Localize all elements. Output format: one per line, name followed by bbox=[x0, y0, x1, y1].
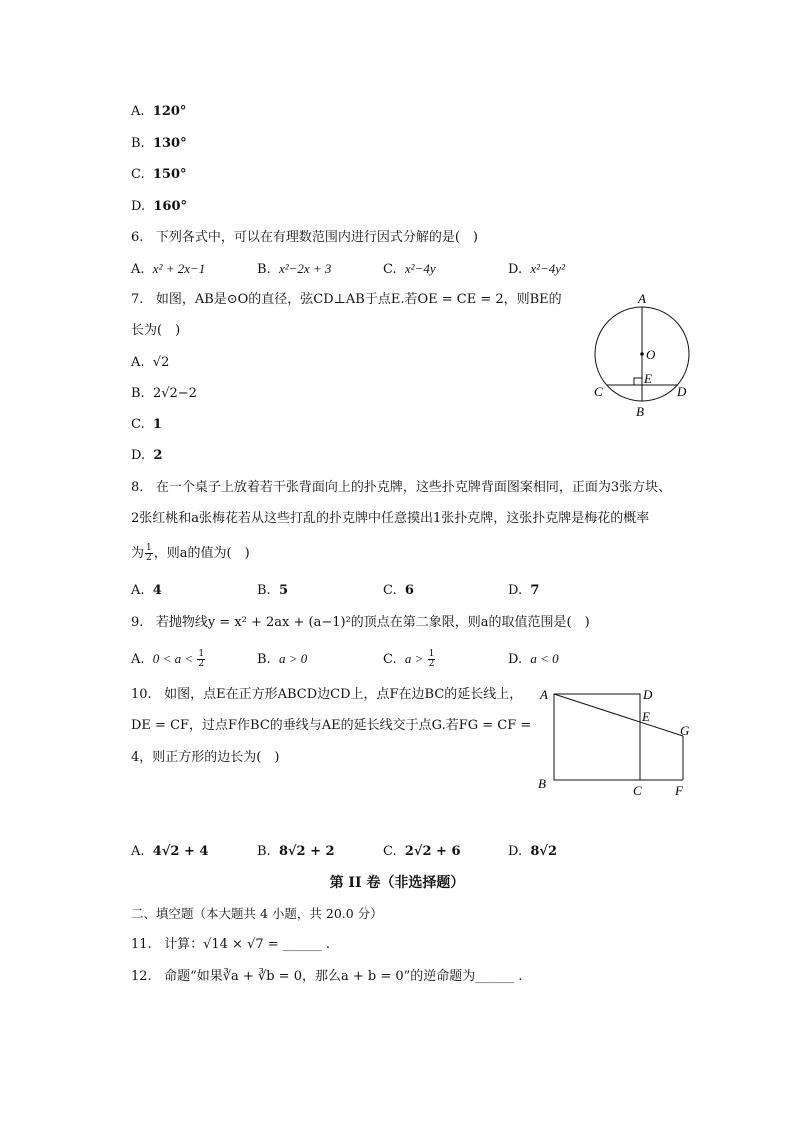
q7-option-a: A. √2 bbox=[131, 355, 170, 370]
q12 bbox=[131, 968, 523, 986]
q7-stem-line2: 长为( ) bbox=[131, 323, 181, 338]
q10-option-d: D. 8√2 bbox=[508, 844, 557, 859]
square-abcd bbox=[554, 694, 640, 780]
q10-number: 10. bbox=[131, 687, 152, 702]
part2-title: 第 II 卷（非选择题） bbox=[329, 875, 465, 891]
q5-option-c: C. 150° bbox=[131, 167, 187, 182]
label-g: G bbox=[680, 723, 690, 738]
q7-number: 7. bbox=[131, 292, 144, 307]
q11-number: 11. bbox=[131, 937, 152, 952]
q7-option-d: D. 2 bbox=[131, 448, 163, 463]
q9-option-a: A. 0 < a < $\frac{1}{2}$ bbox=[131, 649, 205, 669]
q6-option-a: A. x² + 2x−1 bbox=[131, 261, 206, 277]
q7-circle-figure bbox=[585, 292, 700, 422]
label-f: F bbox=[675, 783, 683, 798]
label-d: D bbox=[643, 687, 653, 702]
q5-option-b: B. 130° bbox=[131, 136, 187, 151]
q8-text-line1: 在一个桌子上放着若干张背面向上的扑克牌，这些扑克牌背面图案相同，正面为3张方块、 bbox=[155, 480, 672, 495]
q8-stem-line3: 为 $\frac{1}{2}$ ，则a的值为( ) bbox=[131, 543, 250, 563]
q11-text: 计算：√14 × √7 = ______ . bbox=[164, 937, 331, 952]
q8-option-d: D. 7 bbox=[508, 583, 540, 598]
q10-option-b: B. 8√2 + 2 bbox=[257, 844, 335, 859]
q6-number: 6. bbox=[131, 230, 144, 245]
q9-text: 若抛物线y = x² + 2ax + (a−1)²的顶点在第二象限，则a的取值范围是( ) bbox=[155, 615, 590, 630]
q9-option-a-fraction: $\frac{1}{2}$ bbox=[198, 649, 205, 669]
q10-square-figure bbox=[535, 684, 700, 802]
q9-stem bbox=[131, 614, 590, 632]
label-a: A bbox=[638, 292, 646, 306]
q5-option-d: D. 160° bbox=[131, 199, 187, 214]
right-angle-mark bbox=[634, 378, 642, 385]
q9-number: 9. bbox=[131, 615, 144, 630]
q6-option-b: B. x²−2x + 3 bbox=[257, 261, 332, 277]
q7-option-b: B. 2√2−2 bbox=[131, 386, 197, 401]
q11 bbox=[131, 936, 330, 954]
q10-stem-line2: DE = CF，过点F作BC的垂线与AE的延长线交于点G.若FG = CF = bbox=[131, 718, 532, 733]
q8-option-c: C. 6 bbox=[383, 583, 414, 598]
label-e: E bbox=[644, 371, 652, 386]
label-e: E bbox=[642, 709, 650, 724]
label-o: O bbox=[646, 347, 656, 362]
q5-option-a: A. 120° bbox=[131, 104, 187, 119]
q10-option-a: A. 4√2 + 4 bbox=[131, 844, 209, 859]
label-c: C bbox=[594, 384, 603, 399]
q6-option-d: D. x²−4y² bbox=[508, 261, 565, 277]
q8-option-a: A. 4 bbox=[131, 583, 162, 598]
q7-option-c: C. 1 bbox=[131, 417, 162, 432]
q8-number: 8. bbox=[131, 480, 144, 495]
segment-ag bbox=[554, 694, 683, 736]
q8-option-b: B. 5 bbox=[257, 583, 288, 598]
label-b: B bbox=[538, 776, 546, 791]
q8-fraction: $\frac{1}{2}$ bbox=[146, 543, 152, 563]
q6-option-c: C. x²−4y bbox=[383, 261, 436, 277]
q8-stem-line2: 2张红桃和a张梅花若从这些打乱的扑克牌中任意摸出1张扑克牌，这张扑克牌是梅花的概率 bbox=[131, 511, 650, 526]
label-d: D bbox=[677, 384, 687, 399]
label-c: C bbox=[633, 783, 642, 798]
q7-text-line1: 如图，AB是⊙O的直径，弦CD⊥AB于点E.若OE = CE = 2，则BE的 bbox=[155, 292, 562, 307]
center-point bbox=[640, 352, 644, 356]
q9-option-c: C. a > $\frac{1}{2}$ bbox=[383, 649, 435, 669]
q10-text-line1: 如图，点E在正方形ABCD边CD上，点F在边BC的延长线上， bbox=[164, 687, 523, 702]
label-a: A bbox=[540, 687, 548, 702]
q6-text: 下列各式中，可以在有理数范围内进行因式分解的是( ) bbox=[155, 230, 478, 245]
q7-stem-line1 bbox=[131, 291, 562, 309]
section2-header: 二、填空题（本大题共 4 小题，共 20.0 分） bbox=[131, 906, 383, 921]
q10-option-c: C. 2√2 + 6 bbox=[383, 844, 461, 859]
label-b: B bbox=[636, 404, 644, 419]
q12-number: 12. bbox=[131, 969, 152, 984]
q9-option-b: B. a > 0 bbox=[257, 651, 308, 667]
q8-stem-line1 bbox=[131, 479, 671, 497]
q6-stem bbox=[131, 229, 478, 247]
q10-stem-line1 bbox=[131, 686, 522, 704]
q9-option-c-fraction: $\frac{1}{2}$ bbox=[428, 649, 435, 669]
q10-stem-line3: 4，则正方形的边长为( ) bbox=[131, 750, 280, 765]
q9-option-d: D. a < 0 bbox=[508, 651, 559, 667]
q12-text: 命题“如果∛a + ∛b = 0，那么a + b = 0”的逆命题为______ . bbox=[164, 969, 523, 984]
